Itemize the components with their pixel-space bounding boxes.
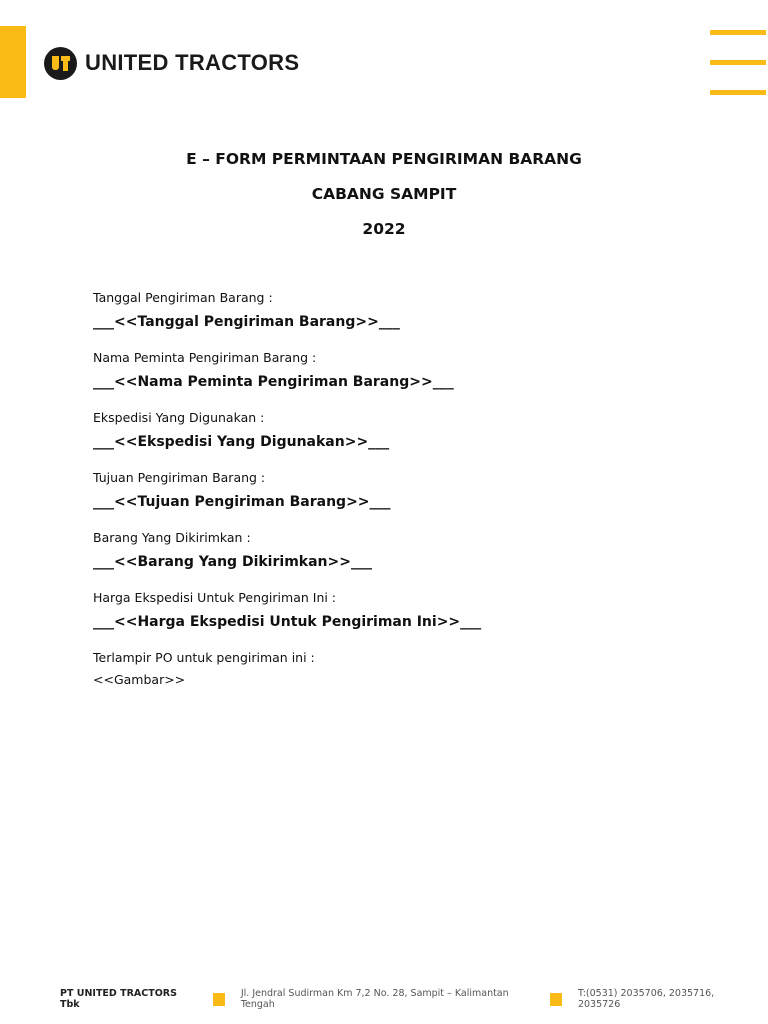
- field-value-ekspedisi: ___<<Ekspedisi Yang Digunakan>>___: [93, 434, 390, 450]
- decorative-lines-icon: [710, 30, 766, 120]
- united-tractors-logo-icon: [44, 47, 77, 80]
- field-label-tujuan: Tujuan Pengiriman Barang :: [93, 470, 266, 485]
- footer-phone: T:(0531) 2035706, 2035716, 2035726: [577, 988, 715, 1010]
- field-label-harga: Harga Ekspedisi Untuk Pengiriman Ini :: [93, 590, 337, 605]
- attachment-placeholder: <<Gambar>>: [93, 672, 186, 687]
- form-title: E – FORM PERMINTAAN PENGIRIMAN BARANG: [186, 150, 582, 168]
- year-title: 2022: [362, 220, 406, 238]
- field-value-barang: ___<<Barang Yang Dikirimkan>>___: [93, 554, 372, 570]
- footer-address: Jl. Jendral Sudirman Km 7,2 No. 28, Sampit – Kalimantan Tengah: [240, 988, 509, 1010]
- footer-company: PT UNITED TRACTORS Tbk: [60, 988, 177, 1010]
- field-label-nama: Nama Peminta Pengiriman Barang :: [93, 350, 317, 365]
- field-label-barang: Barang Yang Dikirimkan :: [93, 530, 251, 545]
- footer-square-icon: [550, 993, 562, 1006]
- form-body: [93, 288, 713, 692]
- field-value-nama: ___<<Nama Peminta Pengiriman Barang>>___: [93, 374, 454, 390]
- branch-title: CABANG SAMPIT: [311, 185, 457, 203]
- field-label-tanggal: Tanggal Pengiriman Barang :: [93, 290, 273, 305]
- field-value-tanggal: ___<<Tanggal Pengiriman Barang>>___: [93, 314, 400, 330]
- field-value-harga: ___<<Harga Ekspedisi Untuk Pengiriman Ini>>___: [93, 614, 482, 630]
- logo-text: UNITED TRACTORS: [85, 50, 300, 75]
- field-value-tujuan: ___<<Tujuan Pengiriman Barang>>___: [93, 494, 391, 510]
- page-footer: [60, 990, 750, 1008]
- field-label-ekspedisi: Ekspedisi Yang Digunakan :: [93, 410, 265, 425]
- footer-square-icon: [213, 993, 225, 1006]
- attachment-label: Terlampir PO untuk pengiriman ini :: [93, 650, 315, 665]
- company-logo: [44, 46, 299, 80]
- left-accent-bar: [0, 26, 26, 98]
